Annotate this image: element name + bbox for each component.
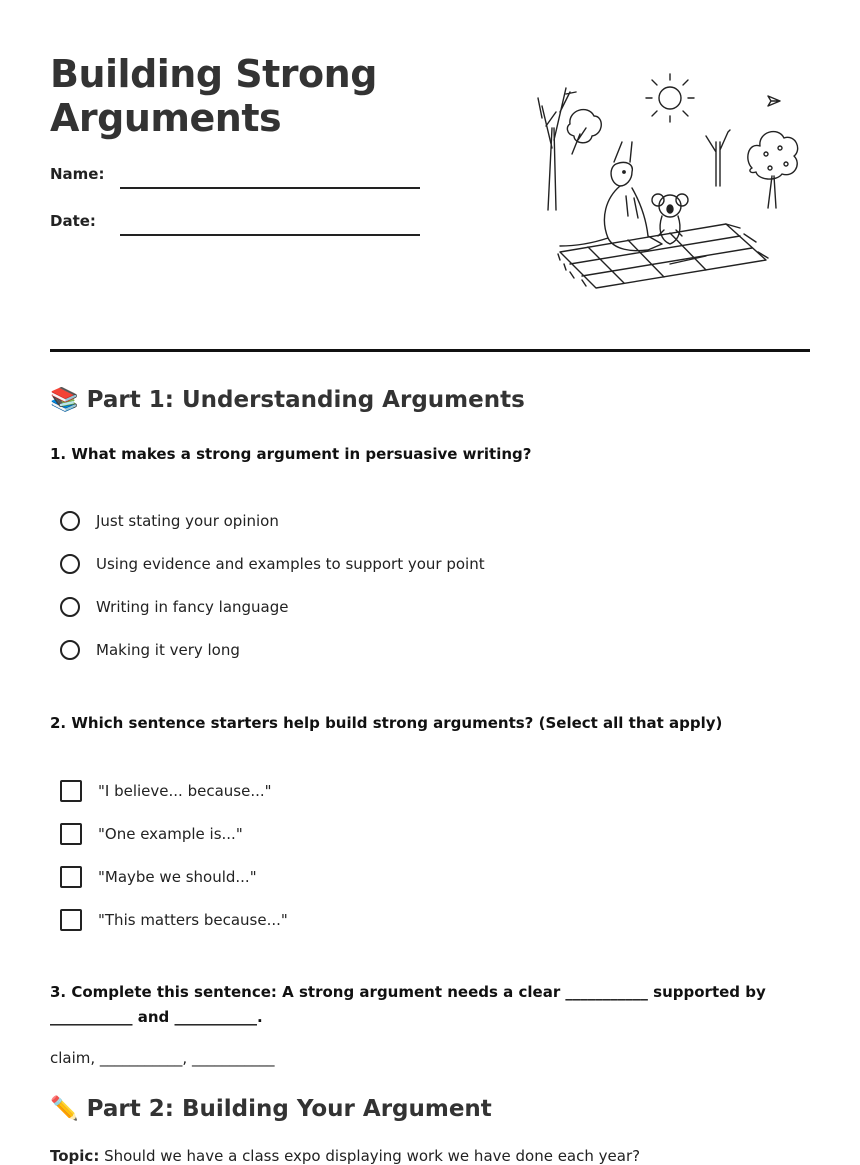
tree-icon — [748, 132, 798, 208]
kangaroo-icon — [560, 142, 662, 251]
checkbox[interactable] — [60, 909, 82, 931]
topic-text: Should we have a class expo displaying work we have done each year? — [99, 1147, 641, 1165]
section-divider — [50, 349, 810, 352]
illustration — [530, 68, 810, 298]
topic-label: Topic: — [50, 1147, 100, 1165]
part-1-heading — [50, 386, 525, 413]
date-field[interactable] — [120, 234, 420, 236]
worksheet-title — [50, 52, 377, 140]
paper-plane-icon — [768, 96, 780, 106]
q2-option-label: "One example is..." — [98, 825, 243, 843]
q1-option-label: Making it very long — [96, 641, 240, 659]
tree-icon — [706, 130, 730, 186]
part-2-heading — [50, 1095, 492, 1122]
name-label: Name: — [50, 165, 105, 183]
q1-option-1[interactable] — [60, 511, 279, 531]
pencil-icon: ✏️ — [50, 1096, 79, 1122]
q1-option-4[interactable] — [60, 640, 240, 660]
q3-answer[interactable]: claim, ___________, ___________ — [50, 1049, 275, 1067]
q2-option-label: "I believe... because..." — [98, 782, 272, 800]
q2-option-1[interactable] — [60, 780, 272, 802]
checkbox[interactable] — [60, 866, 82, 888]
part-1-heading-text: Part 1: Understanding Arguments — [86, 386, 525, 413]
q1-option-label: Writing in fancy language — [96, 598, 289, 616]
question-2: 2. Which sentence starters help build strong arguments? (Select all that apply) — [50, 714, 723, 732]
q2-option-label: "This matters because..." — [98, 911, 288, 929]
tree-icon — [538, 88, 601, 210]
part-2-heading-text: Part 2: Building Your Argument — [86, 1095, 492, 1122]
q2-option-4[interactable] — [60, 909, 288, 931]
radio-button[interactable] — [60, 511, 80, 531]
q1-option-label: Using evidence and examples to support your point — [96, 555, 485, 573]
q1-option-3[interactable] — [60, 597, 289, 617]
date-label: Date: — [50, 212, 96, 230]
q2-option-2[interactable] — [60, 823, 243, 845]
q2-option-3[interactable] — [60, 866, 257, 888]
q1-option-label: Just stating your opinion — [96, 512, 279, 530]
q1-option-2[interactable] — [60, 554, 485, 574]
radio-button[interactable] — [60, 554, 80, 574]
title-line-2: Arguments — [50, 96, 282, 140]
name-field[interactable] — [120, 187, 420, 189]
checkbox[interactable] — [60, 823, 82, 845]
sun-icon — [646, 74, 694, 122]
q2-option-label: "Maybe we should..." — [98, 868, 257, 886]
checkbox[interactable] — [60, 780, 82, 802]
books-icon: 📚 — [50, 387, 79, 413]
topic-line — [50, 1147, 640, 1165]
radio-button[interactable] — [60, 597, 80, 617]
koala-icon — [652, 194, 688, 244]
question-1: 1. What makes a strong argument in persuasive writing? — [50, 445, 532, 463]
radio-button[interactable] — [60, 640, 80, 660]
blanket-icon — [558, 224, 768, 288]
title-line-1: Building Strong — [50, 52, 377, 96]
question-3: 3. Complete this sentence: A strong argument needs a clear ___________ supported by ___________ and ___________. — [50, 983, 766, 1026]
